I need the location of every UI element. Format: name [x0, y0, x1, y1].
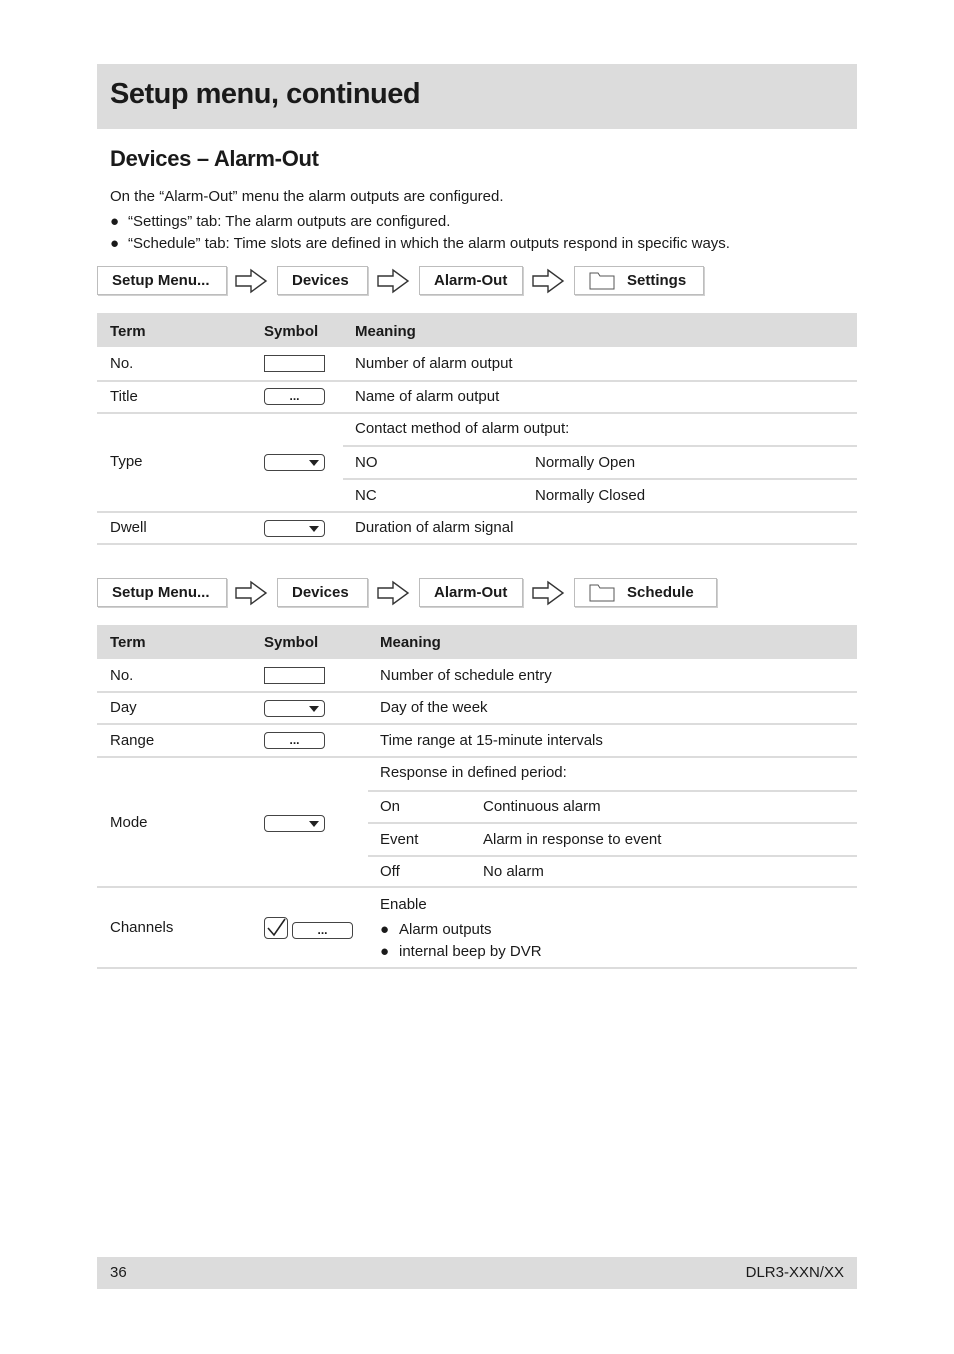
dropdown-symbol — [264, 700, 325, 717]
button-symbol: ... — [264, 732, 325, 749]
column-header-term: Term — [110, 634, 146, 651]
crumb-devices[interactable]: Devices — [277, 578, 368, 607]
row-divider — [97, 756, 857, 758]
column-header-symbol: Symbol — [264, 634, 319, 651]
list-item: ● internal beep by DVR — [380, 943, 542, 960]
row-divider — [97, 543, 857, 545]
crumb-alarm-out[interactable]: Alarm-Out — [419, 578, 523, 607]
row-meaning: Name of alarm output — [355, 388, 500, 405]
row-meaning: Contact method of alarm output: — [355, 420, 570, 437]
crumb-alarm-out[interactable]: Alarm-Out — [419, 266, 523, 295]
row-divider — [97, 691, 857, 693]
row-divider — [368, 855, 857, 857]
sub-option-key: Off — [380, 863, 400, 880]
row-term: Range — [110, 732, 155, 749]
dropdown-arrow-icon — [309, 526, 319, 532]
folder-tab-icon — [589, 584, 615, 602]
input-box-symbol — [264, 355, 325, 372]
dropdown-symbol — [264, 815, 325, 832]
sub-option-value: Alarm in response to event — [483, 831, 662, 848]
input-box-symbol — [264, 667, 325, 684]
list-item: ● Alarm outputs — [380, 921, 492, 938]
button-symbol: ... — [264, 388, 325, 405]
arrow-right-icon — [234, 580, 268, 606]
row-meaning: Time range at 15-minute intervals — [380, 732, 603, 749]
column-header-term: Term — [110, 323, 146, 340]
dropdown-arrow-icon — [309, 821, 319, 827]
row-divider — [343, 478, 857, 480]
arrow-right-icon — [376, 268, 410, 294]
row-term: Title — [110, 388, 138, 405]
row-divider — [343, 445, 857, 447]
intro-bullet: ● “Schedule” tab: Time slots are defined in which the alarm outputs respond in specific ways. — [110, 235, 730, 252]
row-meaning: Number of alarm output — [355, 355, 513, 372]
arrow-right-icon — [376, 580, 410, 606]
page-number: 36 — [110, 1264, 127, 1281]
sub-option-value: Continuous alarm — [483, 798, 601, 815]
arrow-right-icon — [531, 580, 565, 606]
dropdown-arrow-icon — [309, 706, 319, 712]
row-term: Channels — [110, 919, 174, 936]
column-header-symbol: Symbol — [264, 323, 319, 340]
row-meaning: Enable — [380, 896, 427, 913]
row-divider — [97, 967, 857, 969]
row-divider — [368, 822, 857, 824]
table-header — [97, 313, 857, 347]
footer-band — [97, 1257, 857, 1289]
tab-settings[interactable]: Settings — [574, 266, 704, 295]
arrow-right-icon — [234, 268, 268, 294]
row-divider — [97, 511, 857, 513]
sub-option-value: Normally Open — [535, 454, 636, 471]
intro-bullet: ● “Settings” tab: The alarm outputs are configured. — [110, 213, 451, 230]
row-term: Day — [110, 699, 137, 716]
bullet-icon: ● — [110, 213, 120, 230]
bullet-icon: ● — [380, 921, 390, 938]
row-divider — [97, 723, 857, 725]
row-term: Dwell — [110, 519, 147, 536]
column-header-meaning: Meaning — [380, 634, 441, 651]
bullet-icon: ● — [380, 943, 390, 960]
row-meaning: Day of the week — [380, 699, 488, 716]
sub-option-value: Normally Closed — [535, 487, 646, 504]
model-number: DLR3-XXN/XX — [745, 1264, 844, 1281]
row-term: No. — [110, 667, 134, 684]
table-header — [97, 625, 857, 659]
sub-option-key: Event — [380, 831, 419, 848]
folder-tab-icon — [589, 272, 615, 290]
row-divider — [97, 886, 857, 888]
row-meaning: Number of schedule entry — [380, 667, 552, 684]
sub-option-key: On — [380, 798, 401, 815]
crumb-devices[interactable]: Devices — [277, 266, 368, 295]
dropdown-symbol — [264, 454, 325, 471]
row-term: Type — [110, 453, 143, 470]
tab-schedule[interactable]: Schedule — [574, 578, 717, 607]
crumb-setup-menu[interactable]: Setup Menu... — [97, 266, 227, 295]
sub-option-key: NC — [355, 487, 377, 504]
row-divider — [368, 790, 857, 792]
row-term: No. — [110, 355, 134, 372]
row-meaning: Duration of alarm signal — [355, 519, 514, 536]
dropdown-symbol — [264, 520, 325, 537]
sub-option-value: No alarm — [483, 863, 544, 880]
section-title: Devices – Alarm-Out — [110, 146, 319, 171]
row-meaning: Response in defined period: — [380, 764, 567, 781]
arrow-right-icon — [531, 268, 565, 294]
checkbox-checked-icon — [264, 917, 288, 939]
bullet-icon: ● — [110, 235, 120, 252]
row-term: Mode — [110, 814, 148, 831]
intro-text: On the “Alarm-Out” menu the alarm outputs are configured. — [110, 188, 504, 205]
sub-option-key: NO — [355, 454, 378, 471]
crumb-setup-menu[interactable]: Setup Menu... — [97, 578, 227, 607]
row-divider — [97, 412, 857, 414]
button-symbol: ... — [292, 922, 353, 939]
dropdown-arrow-icon — [309, 460, 319, 466]
row-divider — [97, 380, 857, 382]
column-header-meaning: Meaning — [355, 323, 416, 340]
page-title: Setup menu, continued — [110, 78, 421, 110]
